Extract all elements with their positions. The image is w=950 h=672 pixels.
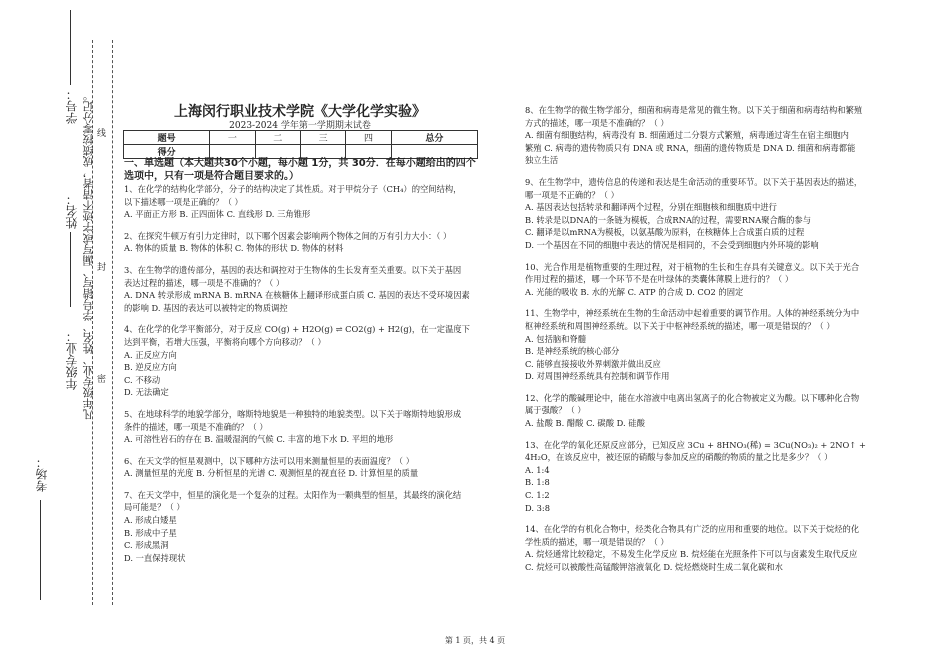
question-options: A. 物体的质量 B. 物体的体积 C. 物体的形状 D. 物体的材料: [124, 243, 344, 254]
question-stem: 学性质的描述，哪一项是错误的？（ ）: [525, 536, 669, 547]
question-block: [124, 455, 489, 489]
question-block: [525, 104, 895, 176]
question-options: 独立生活: [525, 155, 559, 166]
question-gap: [525, 574, 895, 583]
question-block: [525, 307, 895, 392]
question-block: [124, 230, 489, 264]
question-gap: [124, 399, 489, 408]
question-stem: 4H₂O，在该反应中，被还原的硝酸与参加反应的硝酸的物质的量之比是多少？（ ）: [525, 452, 833, 463]
score-cell: 得分: [124, 145, 210, 159]
question-stem: 6、在天文学的恒星观测中，以下哪种方法可以用来测量恒星的表面温度？（ ）: [124, 455, 415, 466]
question-options: A. 盐酸 B. 醋酸 C. 碳酸 D. 硅酸: [525, 418, 645, 429]
question-options: B. 是神经系统的核心部分: [525, 346, 620, 357]
question-block: [525, 392, 895, 439]
question-gap: [525, 430, 895, 439]
left-column: [124, 157, 489, 573]
seal-char-mi: 密: [97, 372, 106, 385]
score-cell: 四: [346, 131, 391, 145]
question-stem: 条件的描述，哪一项是不准确的？（ ）: [124, 421, 268, 432]
question-gap: [525, 167, 895, 176]
question-stem: 8、在生物学的微生物学部分，细菌和病毒是常见的微生物。以下关于细菌和病毒结构和繁殖: [525, 105, 863, 115]
score-cell: 总分: [391, 131, 477, 145]
question-options: A. 光能的吸收 B. 水的光解 C. ATP 的合成 D. CO2 的固定: [525, 286, 744, 297]
question-stem: 表达过程的描述，哪一项是不准确的？（ ）: [124, 277, 285, 288]
question-stem: 1、在化学的结构化学部分，分子的结构决定了其性质。对于甲烷分子（CH₄）的空间结构，: [124, 184, 462, 194]
question-stem: 以下描述哪一项是正确的？（ ）: [124, 196, 243, 207]
exam-site-line: [40, 500, 41, 600]
seal-char-xian: 线: [97, 126, 106, 139]
question-stem: 4、在化学的化学平衡部分，对于反应 CO(g) + H2O(g) ⇌ CO2(g) + H2(g)，在一定温度下: [124, 324, 470, 335]
section-heading: 选项中，只有一项是符合题目要求的。）: [124, 171, 299, 182]
question-options: C. 不移动: [124, 374, 161, 385]
score-table-header-row: [124, 131, 478, 145]
question-options: C. 烷烃可以被酸性高锰酸钾溶液氧化 D. 烷烃燃烧时生成二氧化碳和水: [525, 562, 783, 572]
section-heading: 一、单选题（本大题共30个小题，每小题 1分，共 30分．在每小题给出的四个: [124, 158, 476, 169]
question-options: D. 一直保持现状: [124, 552, 186, 563]
right-column: [525, 104, 895, 583]
question-stem: 10、光合作用是植物重要的生理过程，对于植物的生长和生存具有关键意义。以下关于光合: [525, 261, 860, 272]
question-block: [525, 523, 895, 582]
question-block: [124, 408, 489, 455]
question-options: A. 基因表达包括转录和翻译两个过程，分别在细胞核和细胞质中进行: [525, 202, 777, 213]
question-options: 的影响 D. 基因的表达可以被特定的物质调控: [124, 302, 288, 313]
question-block: [124, 264, 489, 323]
question-stem: 哪一项是不正确的？（ ）: [525, 189, 619, 200]
question-stem: 2、在探究牛顿万有引力定律时，以下哪个因素会影响两个物体之间的万有引力大小：（ ）: [124, 230, 452, 241]
question-options: B. 形成中子星: [124, 527, 177, 538]
score-cell: 三: [300, 131, 345, 145]
question-options: A. 正反应方向: [124, 349, 177, 360]
question-options: D. 对周围神经系统具有控制和调节作用: [525, 371, 670, 382]
score-cell: 题号: [124, 131, 210, 145]
question-stem: 3、在生物学的遗传部分，基因的表达和调控对于生物体的生长发育至关重要。以下关于基因: [124, 264, 462, 275]
question-stem: 达到平衡，若增大压强，平衡将向哪个方向移动？（ ）: [124, 336, 326, 347]
question-options: A. 平面正方形 B. 正四面体 C. 直线形 D. 三角锥形: [124, 209, 311, 220]
question-stem: 枢神经系统和周围神经系统。以下关于中枢神经系统的描述，哪一项是错误的？（ ）: [525, 320, 835, 331]
question-gap: [525, 298, 895, 307]
question-stem: 5、在地球科学的地貌学部分，喀斯特地貌是一种独特的地貌类型。以下关于喀斯特地貌形成: [124, 408, 462, 419]
question-options: A. 烷烃通常比较稳定，不易发生化学反应 B. 烷烃能在光照条件下可以与卤素发生取代反应: [525, 549, 858, 560]
name-line: [70, 232, 71, 307]
question-options: C. 翻译是以mRNA为模板，以氨基酸为原料，在核糖体上合成蛋白质的过程: [525, 227, 805, 238]
question-options: A. 测量恒星的光度 B. 分析恒星的光谱 C. 观测恒星的视直径 D. 计算恒星的质量: [124, 468, 419, 479]
question-stem: 7、在天文学中，恒星的演化是一个复杂的过程。太阳作为一颗典型的恒星，其最终的演化结: [124, 489, 462, 500]
question-options: D. 无法确定: [124, 387, 169, 398]
question-gap: [124, 564, 489, 573]
question-options: A. 1:4: [525, 464, 550, 475]
student-id-line: [70, 10, 71, 85]
question-stem: 11、生物学中，神经系统在生物的生命活动中起着重要的调节作用。人体的神经系统分为中: [525, 308, 860, 319]
question-options: C. 1:2: [525, 490, 550, 501]
question-options: C. 形成黑洞: [124, 540, 169, 551]
question-options: A. 形成白矮星: [124, 515, 177, 526]
warning-note: 凡年级专业、姓名、学号错写、漏写或字迹不清者，成绩按零分记。: [82, 90, 95, 420]
exam-subtitle: 2023-2024 学年第一学期期末试卷: [229, 121, 371, 131]
question-options: C. 能够直接接收外界刺激并做出反应: [525, 358, 661, 369]
question-options: D. 3:8: [525, 502, 550, 513]
exam-site-label: 考场：: [35, 456, 49, 492]
question-gap: [525, 514, 895, 523]
question-stem: 局可能是？（ ）: [124, 502, 185, 513]
question-block: [525, 176, 895, 261]
question-options: B. 1:8: [525, 477, 550, 488]
question-gap: [124, 314, 489, 323]
score-cell: 二: [255, 131, 300, 145]
question-options: B. 逆反应方向: [124, 362, 177, 373]
question-stem: 方式的描述，哪一项是不准确的？（ ）: [525, 117, 669, 128]
question-options: A. 可溶性岩石的存在 B. 温暖湿润的气候 C. 丰富的地下水 D. 平坦的地形: [124, 434, 394, 445]
class-label: 年级专业：: [65, 330, 79, 390]
question-options: A. 细菌有细胞结构，病毒没有 B. 细菌通过二分裂方式繁殖，病毒通过寄生在宿主细胞内: [525, 130, 849, 141]
question-stem: 属于强酸？（ ）: [525, 405, 586, 416]
student-id-label: 学号：: [65, 88, 79, 124]
question-gap: [124, 446, 489, 455]
question-gap: [124, 221, 489, 230]
binding-line-inner: [112, 40, 113, 605]
question-stem: 13、在化学的氧化还原反应部分，已知反应 3Cu + 8HNO₃(稀) = 3Cu(NO₃)₂ + 2NO↑ +: [525, 439, 866, 450]
score-table: [123, 130, 478, 159]
question-options: 繁殖 C. 病毒的遗传物质只有 DNA 或 RNA，细菌的遗传物质是 DNA D. 细菌和病毒都能: [525, 142, 856, 153]
seal-char-feng: 封: [97, 260, 106, 273]
question-options: B. 转录是以DNA的一条链为模板，合成RNA的过程，需要RNA聚合酶的参与: [525, 214, 811, 225]
question-options: D. 一个基因在不同的细胞中表达的情况是相同的，不会受到细胞内外环境的影响: [525, 239, 819, 250]
question-stem: 9、在生物学中，遗传信息的传递和表达是生命活动的重要环节。以下关于基因表达的描述，: [525, 176, 863, 187]
question-gap: [124, 480, 489, 489]
question-gap: [124, 255, 489, 264]
score-cell: 一: [210, 131, 255, 145]
question-block: [525, 261, 895, 308]
question-gap: [525, 252, 895, 261]
question-stem: 作用过程的描述，哪一个环节不是在叶绿体的类囊体薄膜上进行的？（ ）: [525, 274, 794, 285]
question-block: [525, 439, 895, 524]
name-label: 姓名：: [65, 193, 79, 229]
exam-title: 上海闵行职业技术学院《大学化学实验》: [174, 104, 426, 120]
question-block: [124, 489, 489, 574]
question-block: [124, 183, 489, 230]
question-stem: 14、在化学的有机化合物中，烃类化合物具有广泛的应用和重要的地位。以下关于烷烃的化: [525, 524, 860, 535]
question-options: A. 包括脑和脊髓: [525, 333, 587, 344]
question-gap: [525, 383, 895, 392]
question-stem: 12、化学的酸碱理论中，能在水溶液中电离出氢离子的化合物被定义为酸。以下哪种化合物: [525, 392, 860, 403]
question-options: A. DNA 转录形成 mRNA B. mRNA 在核糖体上翻译形成蛋白质 C. 基因的表达不受环境因素: [124, 290, 470, 301]
page-footer: 第 1 页，共 4 页: [444, 636, 506, 645]
question-block: [124, 323, 489, 408]
